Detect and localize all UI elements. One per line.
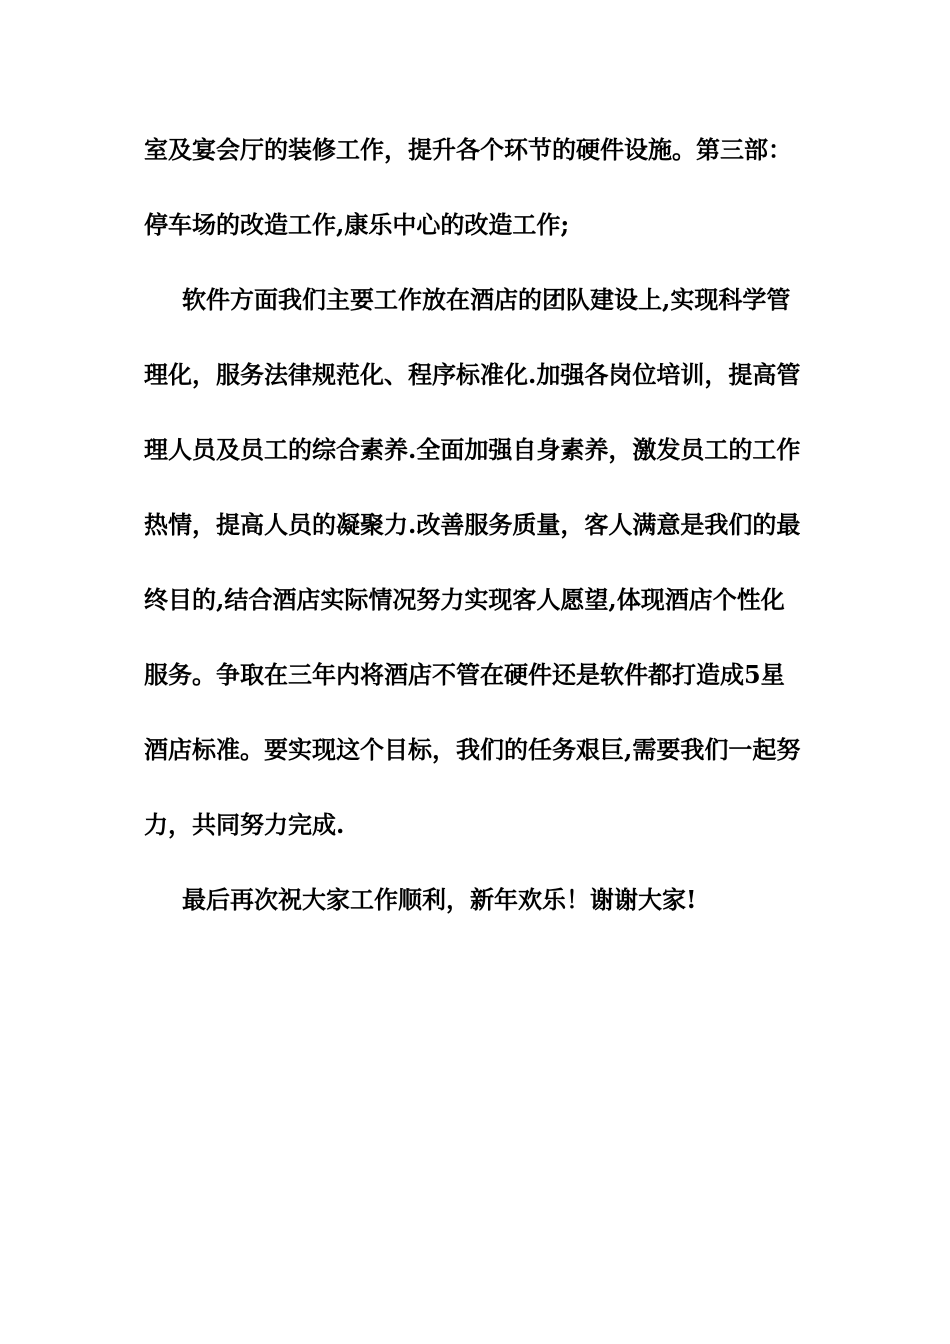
text-line-4: 理化，服务法律规范化、程序标准化.加强各岗位培训，提高管 xyxy=(144,360,801,389)
text-line-1: 室及宴会厅的装修工作，提升各个环节的硬件设施。第三部： xyxy=(144,135,792,164)
text-line-6: 热情，提高人员的凝聚力.改善服务质量，客人满意是我们的最 xyxy=(144,510,801,539)
text-line-3: 软件方面我们主要工作放在酒店的团队建设上,实现科学管 xyxy=(182,285,791,314)
document-body xyxy=(144,112,810,937)
text-line-10: 力，共同努力完成. xyxy=(144,810,345,839)
text-line-8: 服务。争取在三年内将酒店不管在硬件还是软件都打造成5星 xyxy=(144,660,785,689)
text-line-2: 停车场的改造工作,康乐中心的改造工作; xyxy=(144,210,570,239)
text-line-7: 终目的,结合酒店实际情况努力实现客人愿望,体现酒店个性化 xyxy=(144,585,785,614)
text-line-5: 理人员及员工的综合素养.全面加强自身素养，激发员工的工作 xyxy=(144,435,801,464)
text-line-11: 最后再次祝大家工作顺利，新年欢乐！谢谢大家! xyxy=(182,885,697,914)
text-line-9: 酒店标准。要实现这个目标，我们的任务艰巨,需要我们一起努 xyxy=(144,735,801,764)
